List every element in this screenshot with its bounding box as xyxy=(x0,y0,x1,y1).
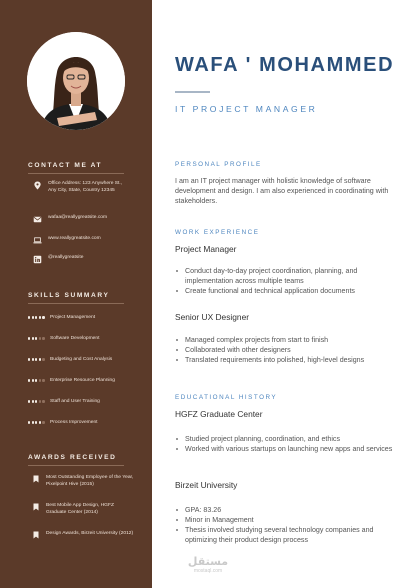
school-bullets xyxy=(175,434,400,454)
skill-rating xyxy=(28,316,46,318)
contact-heading: CONTACT ME AT xyxy=(28,162,103,169)
rating-dot-icon xyxy=(42,316,44,318)
list-item: Translated requirements into polished, high-level designs xyxy=(175,355,400,365)
rating-dot-icon xyxy=(35,337,37,339)
list-item: Worked with various startups on launching new apps and services xyxy=(175,444,400,454)
list-item: Minor in Management xyxy=(175,515,400,525)
linkedin-icon xyxy=(33,255,42,264)
school-title: HGFZ Graduate Center xyxy=(175,409,263,419)
list-item: GPA: 83.26 xyxy=(175,505,400,515)
rating-dot-icon xyxy=(28,421,30,423)
rating-dot-icon xyxy=(32,421,34,423)
rating-dot-icon xyxy=(39,337,41,339)
rating-dot-icon xyxy=(39,400,41,402)
rating-dot-icon xyxy=(28,400,30,402)
list-item: Studied project planning, coordination, and ethics xyxy=(175,434,400,444)
bookmark-icon xyxy=(33,531,39,539)
award-text: Most Outstanding Employee of the Year, Pixelpoint Hive (2015) xyxy=(46,475,134,487)
rating-dot-icon xyxy=(39,316,41,318)
watermark-logo: مستقل xyxy=(187,555,229,568)
award-text: Design Awards, Birzeit University (2012) xyxy=(46,531,134,536)
person-name: WAFA ' MOHAMMED xyxy=(175,54,395,76)
skill-rating xyxy=(28,379,46,381)
profile-photo xyxy=(27,32,125,130)
watermark xyxy=(183,556,233,574)
awards-divider xyxy=(28,465,124,466)
award-text: Best Mobile App Design, HGFZ Graduate Center (2014) xyxy=(46,503,114,515)
skill-item xyxy=(28,378,115,383)
rating-dot-icon xyxy=(42,400,44,402)
social-handle[interactable]: @reallygreatsite xyxy=(48,255,84,260)
contact-divider xyxy=(28,173,124,174)
skill-label: Software Development xyxy=(49,336,100,341)
rating-dot-icon xyxy=(32,316,34,318)
rating-dot-icon xyxy=(42,358,44,360)
watermark-site: mostaql.com xyxy=(193,568,223,574)
website-link[interactable]: www.reallygreatsite.com xyxy=(48,236,101,241)
rating-dot-icon xyxy=(39,379,41,381)
envelope-icon xyxy=(33,215,42,224)
address-text: Office Address: 123 Anywhere St., Any City, State, Country 12345 xyxy=(48,181,123,193)
rating-dot-icon xyxy=(42,337,44,339)
rating-dot-icon xyxy=(35,358,37,360)
rating-dot-icon xyxy=(28,316,30,318)
list-item: Conduct day-to-day project coordination, planning, and implementation across multiple teams xyxy=(175,266,400,286)
skill-item xyxy=(28,399,100,404)
contact-social[interactable] xyxy=(33,255,128,264)
rating-dot-icon xyxy=(42,421,44,423)
skill-item xyxy=(28,336,99,341)
skill-rating xyxy=(28,358,46,360)
rating-dot-icon xyxy=(28,358,30,360)
list-item: Create functional and technical application documents xyxy=(175,286,400,296)
rating-dot-icon xyxy=(35,421,37,423)
rating-dot-icon xyxy=(28,337,30,339)
contact-address xyxy=(33,181,128,194)
skills-divider xyxy=(28,303,124,304)
list-item: Collaborated with other designers xyxy=(175,345,400,355)
rating-dot-icon xyxy=(32,337,34,339)
school-title: Birzeit University xyxy=(175,480,238,490)
skill-label: Project Management xyxy=(49,315,96,320)
skill-label: Process Improvement xyxy=(49,420,98,425)
school-bullets xyxy=(175,505,400,545)
skill-item xyxy=(28,315,95,320)
skill-label: Budgeting and Cost Analysis xyxy=(49,357,113,362)
awards-heading: AWARDS RECEIVED xyxy=(28,454,117,461)
rating-dot-icon xyxy=(32,358,34,360)
skill-item xyxy=(28,357,112,362)
award-item xyxy=(33,503,134,516)
list-item: Thesis involved studying several technology companies and optimizing their product design process xyxy=(175,525,400,545)
profile-heading: PERSONAL PROFILE xyxy=(175,161,262,168)
skill-rating xyxy=(28,337,46,339)
contact-email[interactable] xyxy=(33,215,128,224)
award-item xyxy=(33,531,134,539)
profile-text: I am an IT project manager with holistic knowledge of software development and design. I am also experienced in coordinating with stakeholders. xyxy=(175,177,389,205)
rating-dot-icon xyxy=(32,379,34,381)
skill-item xyxy=(28,420,98,425)
job-bullets xyxy=(175,266,400,296)
profile-photo-illustration xyxy=(27,32,125,130)
rating-dot-icon xyxy=(39,358,41,360)
rating-dot-icon xyxy=(35,379,37,381)
main-content xyxy=(152,0,418,588)
skill-label: Enterprise Resource Planning xyxy=(49,378,115,383)
rating-dot-icon xyxy=(42,379,44,381)
laptop-icon xyxy=(33,236,42,245)
email-link[interactable]: wafaa@reallygreatsite.com xyxy=(48,215,108,220)
list-item: Managed complex projects from start to finish xyxy=(175,335,400,345)
skill-rating xyxy=(28,421,46,423)
location-pin-icon xyxy=(33,181,42,190)
rating-dot-icon xyxy=(28,379,30,381)
bookmark-icon xyxy=(33,475,39,483)
sidebar xyxy=(0,0,152,588)
job-title: Project Manager xyxy=(175,244,237,254)
job-role: IT PROJECT MANAGER xyxy=(175,104,318,114)
job-title: Senior UX Designer xyxy=(175,312,250,322)
contact-website[interactable] xyxy=(33,236,128,245)
rating-dot-icon xyxy=(39,421,41,423)
work-heading: WORK EXPERIENCE xyxy=(175,229,260,236)
rating-dot-icon xyxy=(32,400,34,402)
job-bullets xyxy=(175,335,400,365)
education-heading: EDUCATIONAL HISTORY xyxy=(175,394,278,401)
skills-heading: SKILLS SUMMARY xyxy=(28,292,110,299)
rating-dot-icon xyxy=(35,400,37,402)
skill-label: Staff and User Training xyxy=(49,399,100,404)
bookmark-icon xyxy=(33,503,39,511)
skill-rating xyxy=(28,400,46,402)
award-item xyxy=(33,475,134,488)
name-divider xyxy=(175,91,210,93)
rating-dot-icon xyxy=(35,316,37,318)
